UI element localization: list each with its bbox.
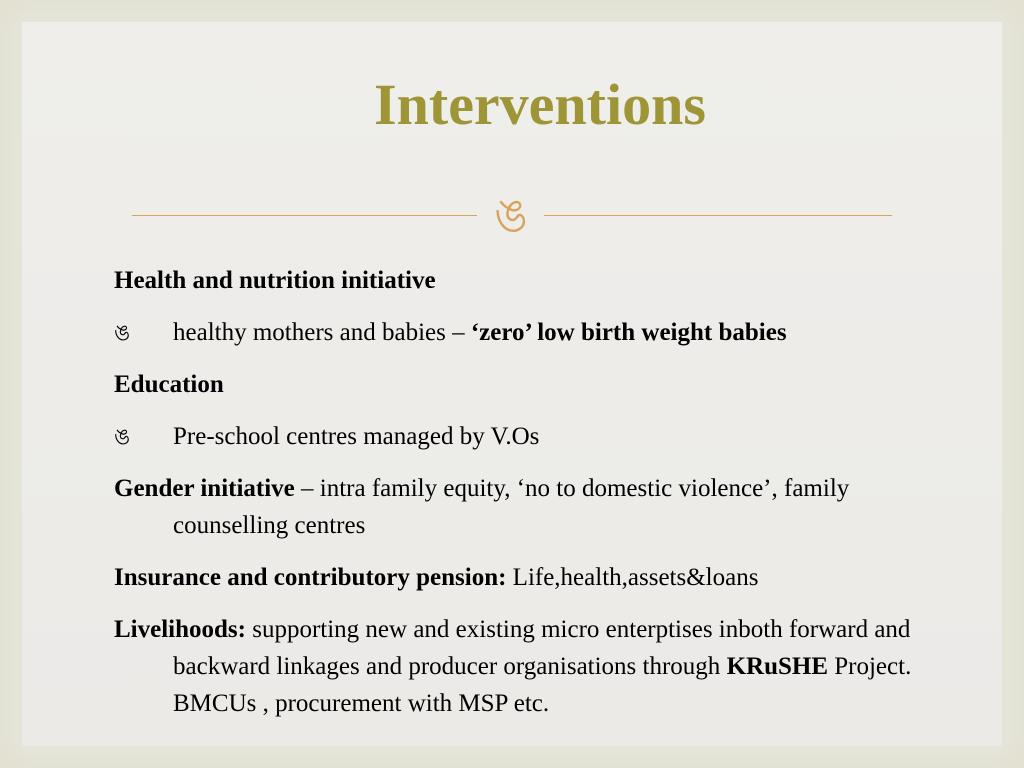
krushe-project-name: KRuSHE bbox=[726, 653, 828, 680]
education-heading: Education bbox=[114, 371, 224, 398]
slide-content bbox=[114, 262, 964, 737]
divider-line-right bbox=[544, 215, 892, 216]
slide-title: Interventions bbox=[374, 72, 706, 137]
flourish-icon: ঙ bbox=[494, 190, 528, 241]
title-divider bbox=[132, 190, 892, 242]
livelihoods-paragraph bbox=[114, 611, 964, 722]
health-heading: Health and nutrition initiative bbox=[114, 267, 436, 294]
gender-heading: Gender initiative bbox=[114, 475, 295, 502]
livelihoods-heading: Livelihoods: bbox=[114, 616, 246, 643]
bullet-flourish-icon: ঙ bbox=[114, 320, 131, 345]
insurance-paragraph bbox=[114, 559, 964, 596]
health-heading-paragraph bbox=[114, 262, 964, 299]
livelihoods-text-end: Project. BMCUs , procurement with MSP etc. bbox=[173, 653, 912, 717]
gender-text: – intra family equity, ‘no to domestic violence’, family counselling centres bbox=[173, 475, 850, 539]
livelihoods-text: supporting new and existing micro enterptises inboth forward and backward linkages and producer organisations through bbox=[173, 616, 911, 680]
education-bullet-text: Pre-school centres managed by V.Os bbox=[173, 423, 540, 450]
insurance-heading: Insurance and contributory pension: bbox=[114, 564, 507, 591]
health-bullet bbox=[114, 314, 964, 351]
bullet-flourish-icon: ঙ bbox=[114, 424, 131, 449]
education-bullet bbox=[114, 418, 964, 455]
education-heading-paragraph bbox=[114, 366, 964, 403]
divider-line-left bbox=[132, 215, 477, 216]
health-bullet-text: healthy mothers and babies – bbox=[173, 319, 471, 346]
insurance-text: Life,health,assets&loans bbox=[506, 564, 759, 591]
health-bullet-emphasis: ‘zero’ low birth weight babies bbox=[470, 319, 787, 346]
gender-paragraph bbox=[114, 470, 964, 544]
